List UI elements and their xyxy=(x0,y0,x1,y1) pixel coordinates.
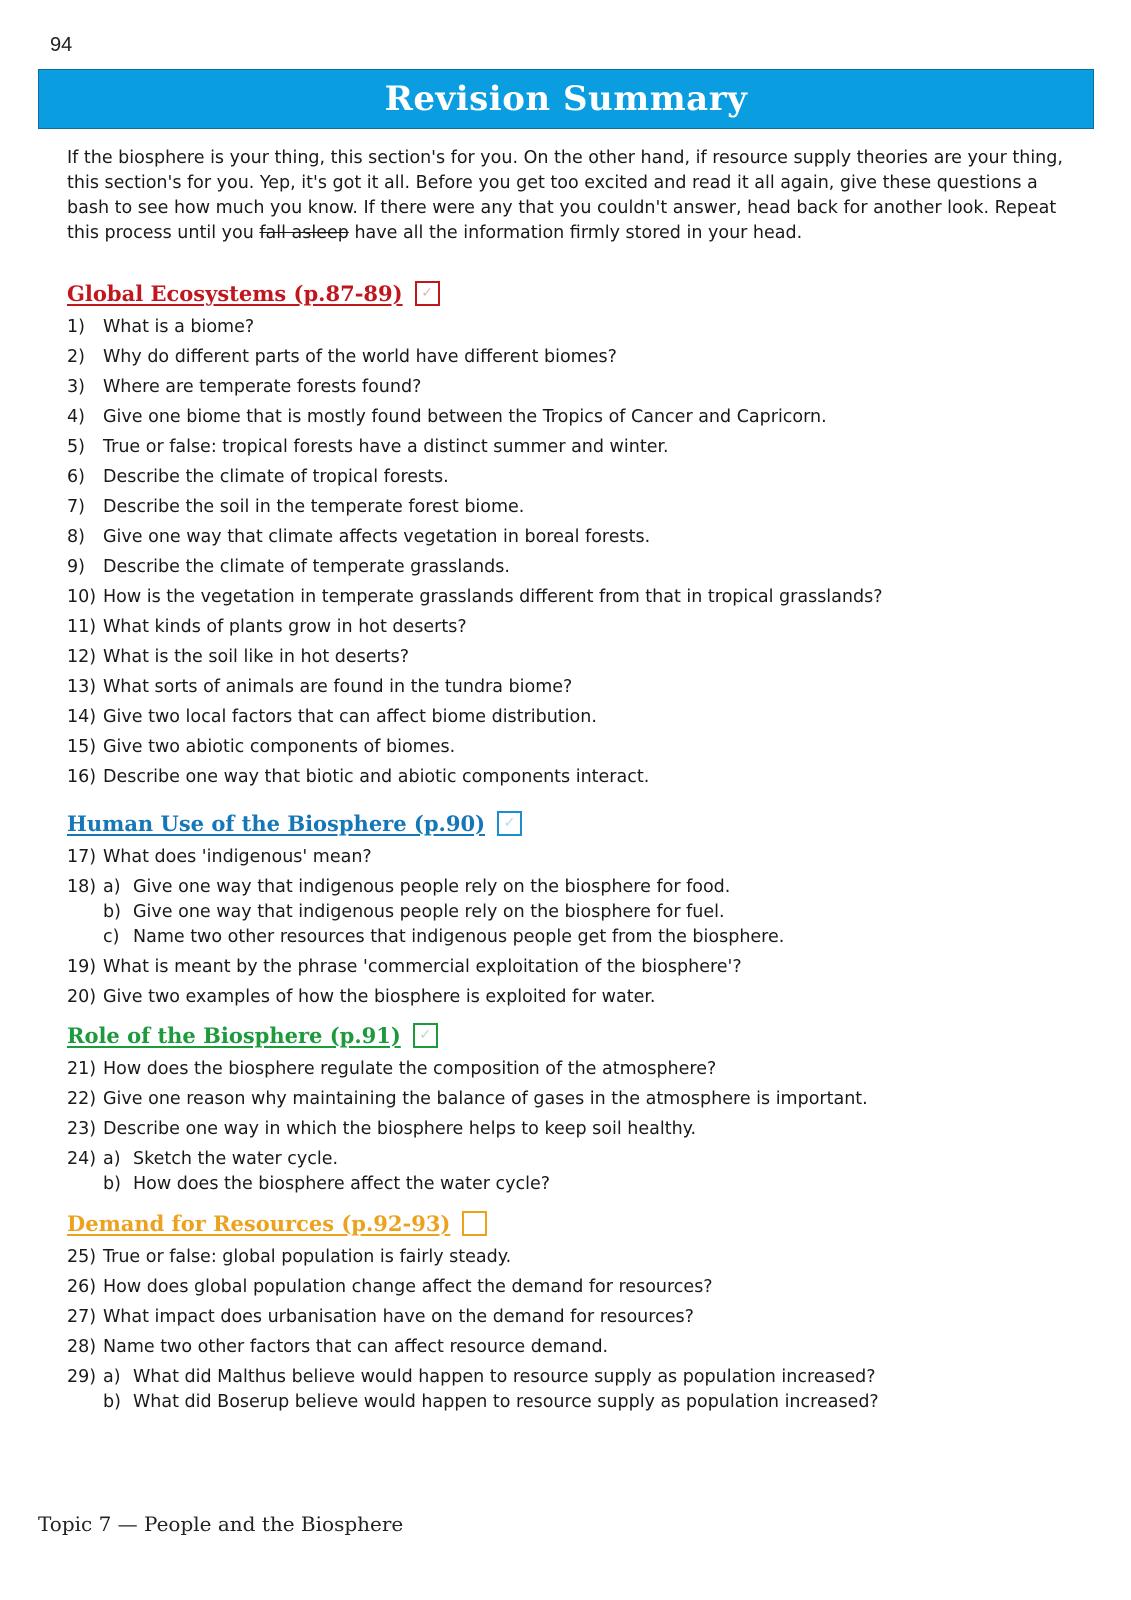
question-part: c) Name two other resources that indigenous people get from the biosphere. xyxy=(103,927,785,947)
section-global-ecosystems xyxy=(67,276,1097,790)
question: 8) Give one way that climate affects vegetation in boreal forests. xyxy=(67,527,651,547)
question: 28) Name two other factors that can affect resource demand. xyxy=(67,1337,609,1357)
question: 26) How does global population change affect the demand for resources? xyxy=(67,1277,713,1297)
question: 6) Describe the climate of tropical forests. xyxy=(67,467,449,487)
page-title: Revision Summary xyxy=(384,79,748,119)
question: 4) Give one biome that is mostly found between the Tropics of Cancer and Capricorn. xyxy=(67,407,827,427)
section-header xyxy=(67,1018,1097,1052)
question: 24) a) Sketch the water cycle. xyxy=(67,1149,339,1169)
checkbox-icon[interactable]: ✓ xyxy=(497,811,522,836)
page-number: 94 xyxy=(50,34,73,56)
checkbox-icon[interactable]: ✓ xyxy=(415,281,440,306)
question-part: b) What did Boserup believe would happen to resource supply as population increased? xyxy=(103,1392,879,1412)
question: 9) Describe the climate of temperate grasslands. xyxy=(67,557,510,577)
section-header xyxy=(67,806,1097,840)
section-header xyxy=(67,1206,1097,1240)
section-title: Role of the Biosphere (p.91) xyxy=(67,1022,401,1048)
intro-text: If the biosphere is your thing, this section's for you. On the other hand, if resource supply theories are your thing, this section's for you. Yep, it's got it all. Before you get too excited and read it all again, give these questions a bash to see how much you know. If there were any that you couldn't answer, head back for another look. Repeat this process until you xyxy=(67,148,1063,243)
section-role-of-biosphere xyxy=(67,1018,1097,1197)
question: 17) What does 'indigenous' mean? xyxy=(67,847,372,867)
section-title: Human Use of the Biosphere (p.90) xyxy=(67,810,486,836)
question: 11) What kinds of plants grow in hot deserts? xyxy=(67,617,467,637)
question: 27) What impact does urbanisation have on the demand for resources? xyxy=(67,1307,694,1327)
intro-paragraph xyxy=(67,146,1067,246)
question: 5) True or false: tropical forests have a distinct summer and winter. xyxy=(67,437,669,457)
title-banner xyxy=(38,69,1094,129)
question-part: b) Give one way that indigenous people rely on the biosphere for fuel. xyxy=(103,902,725,922)
question: 7) Describe the soil in the temperate forest biome. xyxy=(67,497,525,517)
checkbox-icon[interactable] xyxy=(462,1211,487,1236)
question: 13) What sorts of animals are found in the tundra biome? xyxy=(67,677,573,697)
question: 25) True or false: global population is fairly steady. xyxy=(67,1247,512,1267)
checkbox-icon[interactable]: ✓ xyxy=(413,1023,438,1048)
question: 18) a) Give one way that indigenous people rely on the biosphere for food. xyxy=(67,877,731,897)
intro-strikethrough: fall asleep xyxy=(259,223,349,243)
question: 19) What is meant by the phrase 'commercial exploitation of the biosphere'? xyxy=(67,957,742,977)
section-title: Global Ecosystems (p.87-89) xyxy=(67,280,403,306)
question: 3) Where are temperate forests found? xyxy=(67,377,422,397)
question: 29) a) What did Malthus believe would happen to resource supply as population increased? xyxy=(67,1367,876,1387)
question: 12) What is the soil like in hot deserts? xyxy=(67,647,410,667)
question: 22) Give one reason why maintaining the balance of gases in the atmosphere is important. xyxy=(67,1089,868,1109)
section-header xyxy=(67,276,1097,310)
section-human-use xyxy=(67,806,1097,1010)
question: 23) Describe one way in which the biosphere helps to keep soil healthy. xyxy=(67,1119,697,1139)
intro-text-end: have all the information firmly stored in your head. xyxy=(348,223,803,243)
footer-topic: Topic 7 — People and the Biosphere xyxy=(38,1512,404,1536)
question: 10) How is the vegetation in temperate grasslands different from that in tropical grasslands? xyxy=(67,587,883,607)
question-part: b) How does the biosphere affect the water cycle? xyxy=(103,1174,551,1194)
question: 15) Give two abiotic components of biomes. xyxy=(67,737,456,757)
question: 20) Give two examples of how the biosphere is exploited for water. xyxy=(67,987,656,1007)
question: 2) Why do different parts of the world have different biomes? xyxy=(67,347,617,367)
question: 21) How does the biosphere regulate the composition of the atmosphere? xyxy=(67,1059,717,1079)
section-demand-for-resources xyxy=(67,1206,1097,1415)
question: 16) Describe one way that biotic and abiotic components interact. xyxy=(67,767,650,787)
question: 1) What is a biome? xyxy=(67,317,255,337)
question: 14) Give two local factors that can affect biome distribution. xyxy=(67,707,597,727)
section-title: Demand for Resources (p.92-93) xyxy=(67,1210,451,1236)
